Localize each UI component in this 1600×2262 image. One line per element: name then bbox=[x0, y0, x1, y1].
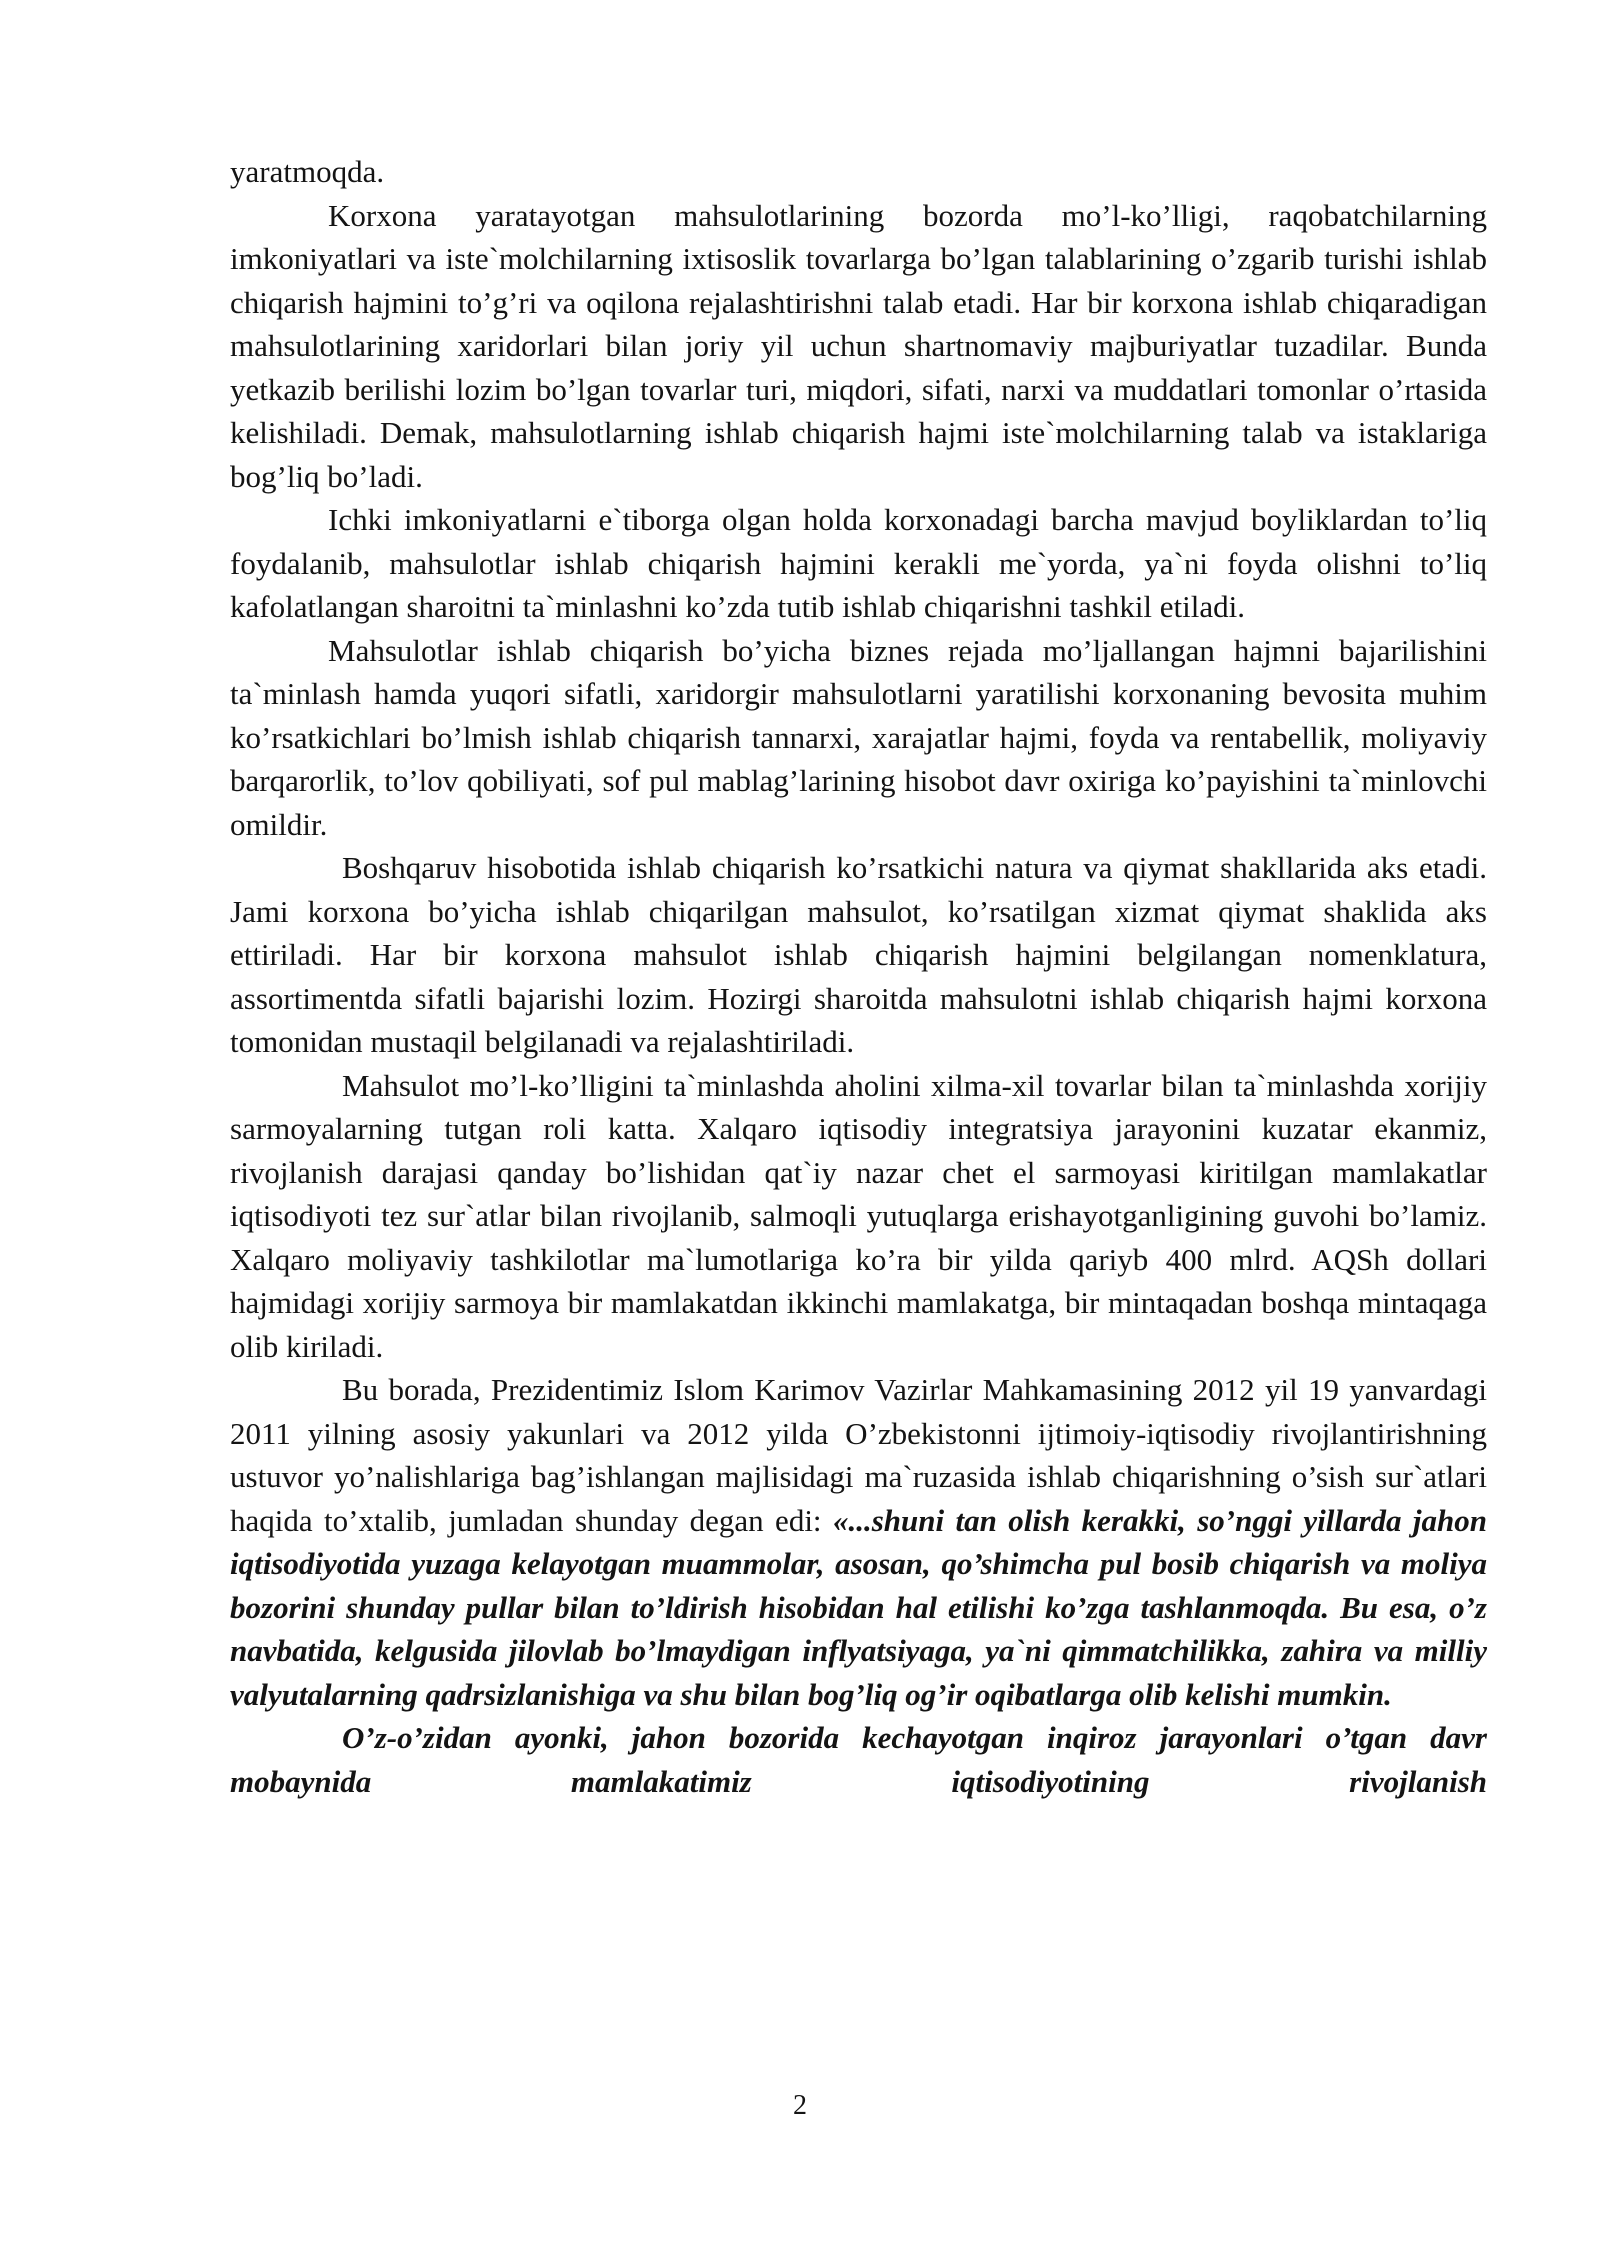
carry-over-line: yaratmoqda. bbox=[230, 154, 385, 189]
paragraph-with-quote bbox=[230, 1368, 1487, 1716]
paragraph: Mahsulotlar ishlab chiqarish bo’yicha biznes rejada mo’ljallangan hajmni bajarilishini ta`minlash hamda yuqori sifatli, xaridorgir mahsulotlarni yaratilishi korxonaning bevosita muhim ko’rsatkichlari bo’lmish ishlab chiqarish tannarxi, xarajatlar hajmi, foyda va rentabellik, moliyaviy barqarorlik, to’lov qobiliyati, sof pul mablag’larining hisobot davr oxiriga ko’payishini ta`minlovchi omildir. bbox=[230, 632, 1487, 842]
document-page bbox=[230, 150, 1487, 1803]
quotation-continued: O’z-o’zidan ayonki, jahon bozorida kechayotgan inqiroz jarayonlari o’tgan davr mobaynida mamlakatimiz iqtisodiyotining rivojlanish bbox=[230, 1720, 1487, 1799]
paragraph: Boshqaruv hisobotida ishlab chiqarish ko’rsatkichi natura va qiymat shakllarida aks etadi. Jami korxona bo’yicha ishlab chiqarilgan mahsulot, ko’rsatilgan xizmat qiymat shaklida aks ettiriladi. Har bir korxona mahsulot ishlab chiqarish hajmini belgilangan nomenklatura, assortimentda sifatli bajarishi lozim. Hozirgi sharoitda mahsulotni ishlab chiqarish hajmi korxona tomonidan mustaqil belgilanadi va rejalashtiriladi. bbox=[230, 850, 1487, 1059]
paragraph: Korxona yaratayotgan mahsulotlarining bozorda mo’l-ko’lligi, raqobatchilarning imkoniyatlari va iste`molchilarning ixtisoslik tovarlarga bo’lgan talablarining o’zgarib turishi ishlab chiqarish hajmini to’g’ri va oqilona rejalashtirishni talab etadi. Har bir korxona ishlab chiqaradigan mahsulotlarining xaridorlari bilan joriy yil uchun shartnomaviy majburiyatlar tuzadilar. Bunda yetkazib berilishi lozim bo’lgan tovarlar turi, miqdori, sifati, narxi va muddatlari tomonlar o’rtasida kelishiladi. Demak, mahsulotlarning ishlab chiqarish hajmi iste`molchilarning talab va istaklariga bog’liq bo’ladi. bbox=[230, 197, 1487, 494]
paragraph: Ichki imkoniyatlarni e`tiborga olgan holda korxonadagi barcha mavjud boyliklardan to’liq foydalanib, mahsulotlar ishlab chiqarish hajmini kerakli me`yorda, ya`ni foyda olishni to’liq kafolatlangan sharoitni ta`minlashni ko’zda tutib ishlab chiqarishni tashkil etiladi. bbox=[230, 502, 1487, 624]
paragraph-text: Bu borada, Prezidentimiz Islom Karimov Vazirlar Mahkamasining 2012 yil 19 yanvardagi 2011 yilning asosiy yakunlari va 2012 yilda O’zbekistonni ijtimoiy-iqtisodiy rivojlantirishning ustuvor yo’nalishlariga bag’ishlangan majlisidagi ma`ruzasida ishlab chiqarishning o’sish sur`atlari haqida to’xtalib, jumladan shunday degan edi: bbox=[230, 1372, 1487, 1538]
quotation: «...shuni tan olish kerakki, so’nggi yillarda jahon iqtisodiyotida yuzaga kelayotgan muammolar, asosan, qo’shimcha pul bosib chiqarish va moliya bozorini shunday pullar bilan to’ldirish hisobidan hal etilishi ko’zga tashlanmoqda. Bu esa, o’z navbatida, kelgusida jilovlab bo’lmaydigan inflyatsiyaga, ya`ni qimmatchilikka, zahira va milliy valyutalarning qadrsizlanishiga va shu bilan bog’liq og’ir oqibatlarga olib kelishi mumkin. bbox=[230, 1502, 1487, 1712]
paragraph: Mahsulot mo’l-ko’lligini ta`minlashda aholini xilma-xil tovarlar bilan ta`minlashda xorijiy sarmoyalarning tutgan roli katta. Xalqaro iqtisodiy integratsiya jarayonini kuzatar ekanmiz, rivojlanish darajasi qanday bo’lishidan qat`iy nazar chet el sarmoyasi kiritilgan mamlakatlar iqtisodiyoti tez sur`atlar bilan rivojlanib, salmoqli yutuqlarga erishayotganligining guvohi bo’lamiz. Xalqaro moliyaviy tashkilotlar ma`lumotlariga ko’ra bir yilda qariyb 400 mlrd. AQSh dollari hajmidagi xorijiy sarmoya bir mamlakatdan ikkinchi mamlakatga, bir mintaqadan boshqa mintaqaga olib kiriladi. bbox=[230, 1067, 1487, 1364]
page-number: 2 bbox=[793, 2090, 807, 2121]
